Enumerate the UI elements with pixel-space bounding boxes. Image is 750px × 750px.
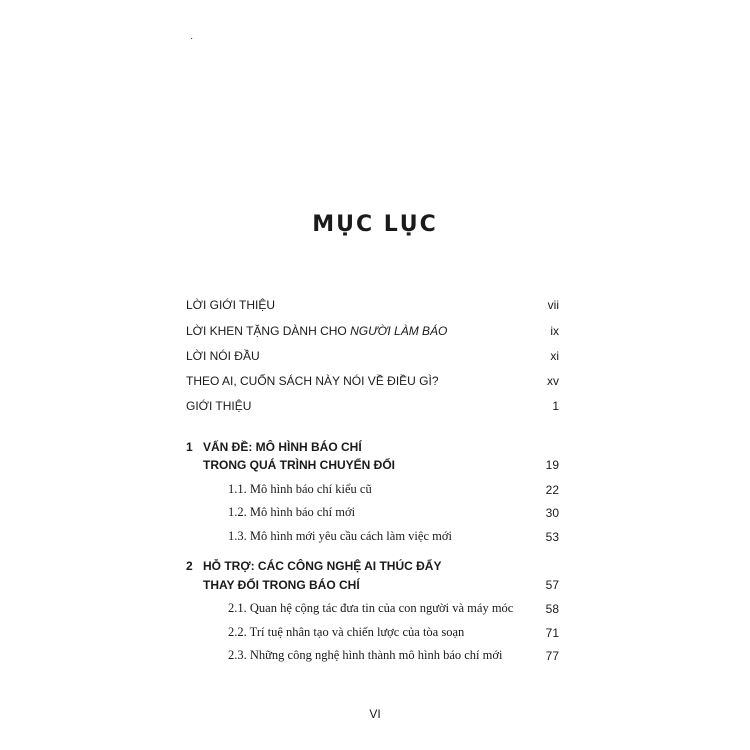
section-entry: 2.3. Những công nghệ hình thành mô hình báo chí mới: [228, 648, 503, 662]
toc-page-number: ix: [550, 324, 559, 338]
toc-entry-loi-khen-tang: [186, 324, 447, 338]
chapter-title-line1: HỖ TRỢ: CÁC CÔNG NGHỆ AI THÚC ĐẨY: [203, 559, 442, 573]
section-page-number: 22: [545, 483, 559, 497]
chapter-page-number: 57: [545, 578, 559, 592]
toc-entry-theo-ai: THEO AI, CUỐN SÁCH NÀY NÓI VỀ ĐIỀU GÌ?: [186, 374, 439, 388]
chapter-title-line2: THAY ĐỔI TRONG BÁO CHÍ: [203, 578, 360, 592]
chapter-title-line2: TRONG QUÁ TRÌNH CHUYỂN ĐỔI: [203, 458, 395, 472]
section-entry: 1.1. Mô hình báo chí kiểu cũ: [228, 482, 372, 496]
folio: VI: [369, 707, 381, 721]
chapter-number: 1: [186, 440, 193, 454]
toc-page-number: 1: [552, 399, 559, 413]
chapter-title-line1: VẤN ĐỀ: MÔ HÌNH BÁO CHÍ: [203, 440, 362, 454]
toc-page-number: xi: [550, 349, 559, 363]
chapter-number: 2: [186, 559, 193, 573]
page-mark: ·: [190, 33, 194, 44]
toc-entry-italic-title: NGƯỜI LÀM BÁO: [350, 324, 448, 338]
toc-entry-prefix: LỜI KHEN TẶNG DÀNH CHO: [186, 324, 351, 338]
section-page-number: 58: [545, 602, 559, 616]
section-entry: 2.2. Trí tuệ nhân tạo và chiến lược của tòa soạn: [228, 625, 465, 639]
section-page-number: 53: [545, 530, 559, 544]
section-entry: 1.2. Mô hình báo chí mới: [228, 505, 356, 519]
toc-entry-loi-noi-dau: LỜI NÓI ĐẦU: [186, 349, 260, 363]
section-page-number: 71: [545, 626, 559, 640]
section-entry: 2.1. Quan hệ cộng tác đưa tin của con người và máy móc: [228, 601, 514, 615]
toc-page-number: vii: [547, 298, 559, 312]
chapter-page-number: 19: [545, 458, 559, 472]
section-page-number: 77: [545, 649, 559, 663]
toc-entry-loi-gioi-thieu: LỜI GIỚI THIỆU: [186, 298, 276, 312]
section-page-number: 30: [545, 506, 559, 520]
section-entry: 1.3. Mô hình mới yêu cầu cách làm việc mới: [228, 529, 452, 543]
page-title: MỤC LỤC: [312, 212, 438, 237]
toc-entry-gioi-thieu: GIỚI THIỆU: [186, 399, 252, 413]
toc-page-number: xv: [547, 374, 559, 388]
